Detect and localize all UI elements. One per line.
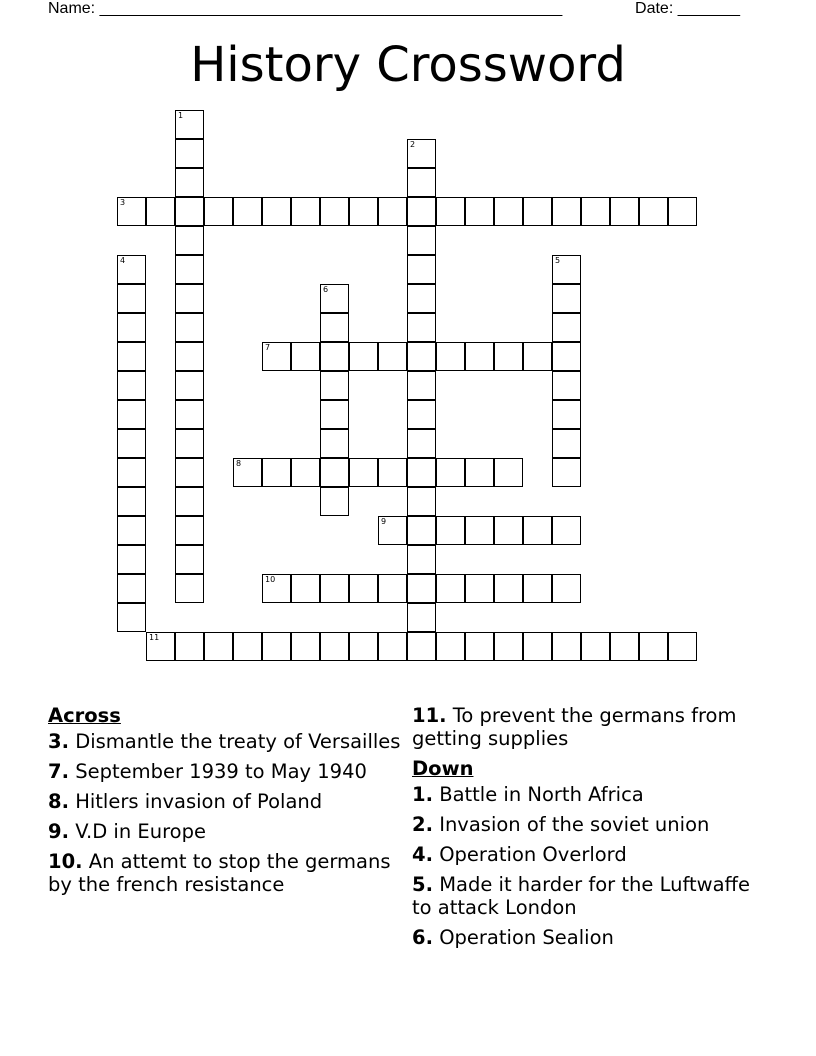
grid-cell[interactable] <box>175 313 204 342</box>
clue-down-1 <box>412 783 772 806</box>
grid-cell[interactable] <box>407 168 436 197</box>
grid-cell[interactable] <box>291 458 320 487</box>
grid-cell[interactable] <box>407 255 436 284</box>
cell-number: 5 <box>555 256 561 265</box>
grid-cell[interactable] <box>436 516 465 545</box>
cell-number: 3 <box>120 198 126 207</box>
grid-cell[interactable] <box>407 313 436 342</box>
grid-cell[interactable] <box>175 255 204 284</box>
grid-cell[interactable] <box>175 516 204 545</box>
grid-cell[interactable] <box>407 197 436 226</box>
clue-down-2 <box>412 813 772 836</box>
clue-text: Dismantle the treaty of Versailles <box>75 730 401 753</box>
grid-cell[interactable] <box>407 516 436 545</box>
cell-number: 4 <box>120 256 126 265</box>
grid-cell[interactable] <box>552 284 581 313</box>
clue-text: Operation Overlord <box>439 843 627 866</box>
grid-cell[interactable] <box>552 429 581 458</box>
grid-cell[interactable] <box>552 342 581 371</box>
clue-across-3 <box>48 730 410 753</box>
grid-cell[interactable] <box>291 574 320 603</box>
grid-cell[interactable] <box>407 487 436 516</box>
grid-cell[interactable] <box>552 574 581 603</box>
grid-cell[interactable] <box>523 516 552 545</box>
grid-cell[interactable] <box>465 632 494 661</box>
grid-cell[interactable] <box>349 632 378 661</box>
grid-cell[interactable] <box>117 197 146 226</box>
grid-cell[interactable] <box>320 371 349 400</box>
grid-cell[interactable] <box>117 284 146 313</box>
grid-cell[interactable] <box>320 632 349 661</box>
name-field-label[interactable]: Name: ____________________________________________________ <box>48 0 563 17</box>
cell-number: 6 <box>323 285 329 294</box>
grid-cell[interactable] <box>175 371 204 400</box>
page-title: History Crossword <box>190 37 626 93</box>
grid-cell[interactable] <box>407 226 436 255</box>
grid-cell[interactable] <box>175 574 204 603</box>
grid-cell[interactable] <box>262 458 291 487</box>
grid-cell[interactable] <box>378 516 407 545</box>
grid-cell[interactable] <box>407 603 436 632</box>
grid-cell[interactable] <box>262 574 291 603</box>
grid-cell[interactable] <box>523 197 552 226</box>
grid-cell[interactable] <box>117 574 146 603</box>
grid-cell[interactable] <box>407 545 436 574</box>
clue-text: An attemt to stop the germans by the french resistance <box>48 850 391 896</box>
grid-cell[interactable] <box>494 516 523 545</box>
date-field-label[interactable]: Date: _______ <box>635 0 740 17</box>
grid-cell[interactable] <box>407 632 436 661</box>
grid-cell[interactable] <box>262 197 291 226</box>
cell-number: 1 <box>178 111 184 120</box>
clue-text: Operation Sealion <box>439 926 614 949</box>
grid-cell[interactable] <box>465 197 494 226</box>
grid-cell[interactable] <box>436 458 465 487</box>
grid-cell[interactable] <box>668 197 697 226</box>
grid-cell[interactable] <box>117 371 146 400</box>
cell-number: 9 <box>381 517 387 526</box>
grid-cell[interactable] <box>233 197 262 226</box>
grid-cell[interactable] <box>436 574 465 603</box>
grid-cell[interactable] <box>552 255 581 284</box>
clue-across-8 <box>48 790 410 813</box>
grid-cell[interactable] <box>117 545 146 574</box>
grid-cell[interactable] <box>175 632 204 661</box>
grid-cell[interactable] <box>407 371 436 400</box>
grid-cell[interactable] <box>320 429 349 458</box>
grid-cell[interactable] <box>175 139 204 168</box>
cell-number: 10 <box>265 575 276 584</box>
grid-cell[interactable] <box>407 429 436 458</box>
grid-cell[interactable] <box>407 574 436 603</box>
clue-number: 9. <box>48 820 69 843</box>
grid-cell[interactable] <box>494 574 523 603</box>
grid-cell[interactable] <box>639 197 668 226</box>
clue-number: 10. <box>48 850 83 873</box>
grid-cell[interactable] <box>639 632 668 661</box>
grid-cell[interactable] <box>175 284 204 313</box>
grid-cell[interactable] <box>117 487 146 516</box>
grid-cell[interactable] <box>407 342 436 371</box>
clue-text: Made it harder for the Luftwaffe to attack London <box>412 873 750 919</box>
grid-cell[interactable] <box>552 371 581 400</box>
grid-cell[interactable] <box>494 632 523 661</box>
clue-number: 3. <box>48 730 69 753</box>
clue-number: 7. <box>48 760 69 783</box>
grid-cell[interactable] <box>465 458 494 487</box>
grid-cell[interactable] <box>494 197 523 226</box>
grid-cell[interactable] <box>349 197 378 226</box>
grid-cell[interactable] <box>581 632 610 661</box>
grid-cell[interactable] <box>610 197 639 226</box>
grid-cell[interactable] <box>175 197 204 226</box>
grid-cell[interactable] <box>291 632 320 661</box>
grid-cell[interactable] <box>175 342 204 371</box>
clue-number: 11. <box>412 704 447 727</box>
grid-cell[interactable] <box>291 342 320 371</box>
grid-cell[interactable] <box>175 458 204 487</box>
clues-column-left <box>48 704 410 903</box>
clue-down-5 <box>412 873 772 919</box>
grid-cell[interactable] <box>581 197 610 226</box>
grid-cell[interactable] <box>378 197 407 226</box>
grid-cell[interactable] <box>117 255 146 284</box>
down-heading: Down <box>412 757 474 780</box>
grid-cell[interactable] <box>465 574 494 603</box>
grid-cell[interactable] <box>262 342 291 371</box>
grid-cell[interactable] <box>117 400 146 429</box>
grid-cell[interactable] <box>320 284 349 313</box>
grid-cell[interactable] <box>175 226 204 255</box>
clue-down-6 <box>412 926 772 949</box>
grid-cell[interactable] <box>175 429 204 458</box>
clue-across-7 <box>48 760 410 783</box>
clue-number: 1. <box>412 783 433 806</box>
clue-number: 5. <box>412 873 433 896</box>
grid-cell[interactable] <box>552 197 581 226</box>
grid-cell[interactable] <box>320 458 349 487</box>
clue-text: Hitlers invasion of Poland <box>75 790 323 813</box>
clue-number: 8. <box>48 790 69 813</box>
grid-cell[interactable] <box>117 458 146 487</box>
grid-cell[interactable] <box>407 458 436 487</box>
clue-number: 2. <box>412 813 433 836</box>
clue-text: Invasion of the soviet union <box>439 813 710 836</box>
grid-cell[interactable] <box>262 632 291 661</box>
grid-cell[interactable] <box>494 458 523 487</box>
across-heading: Across <box>48 704 121 727</box>
grid-cell[interactable] <box>668 632 697 661</box>
grid-cell[interactable] <box>204 197 233 226</box>
grid-cell[interactable] <box>349 342 378 371</box>
grid-cell[interactable] <box>320 342 349 371</box>
clue-down-4 <box>412 843 772 866</box>
cell-number: 8 <box>236 459 242 468</box>
grid-cell[interactable] <box>436 197 465 226</box>
grid-cell[interactable] <box>349 574 378 603</box>
clue-across-11 <box>412 704 772 750</box>
grid-cell[interactable] <box>378 632 407 661</box>
grid-cell[interactable] <box>146 197 175 226</box>
grid-cell[interactable] <box>175 487 204 516</box>
grid-cell[interactable] <box>523 342 552 371</box>
grid-cell[interactable] <box>320 197 349 226</box>
grid-cell[interactable] <box>204 632 233 661</box>
grid-cell[interactable] <box>407 400 436 429</box>
clue-number: 6. <box>412 926 433 949</box>
grid-cell[interactable] <box>146 632 175 661</box>
grid-cell[interactable] <box>610 632 639 661</box>
grid-cell[interactable] <box>465 516 494 545</box>
grid-cell[interactable] <box>320 313 349 342</box>
grid-cell[interactable] <box>320 487 349 516</box>
cell-number: 11 <box>149 633 160 642</box>
grid-cell[interactable] <box>378 342 407 371</box>
grid-cell[interactable] <box>552 458 581 487</box>
grid-cell[interactable] <box>233 632 262 661</box>
grid-cell[interactable] <box>407 139 436 168</box>
clues-column-right <box>412 704 772 956</box>
clue-number: 4. <box>412 843 433 866</box>
grid-cell[interactable] <box>175 400 204 429</box>
grid-cell[interactable] <box>552 400 581 429</box>
grid-cell[interactable] <box>378 574 407 603</box>
grid-cell[interactable] <box>349 458 378 487</box>
grid-cell[interactable] <box>175 168 204 197</box>
grid-cell[interactable] <box>523 574 552 603</box>
grid-cell[interactable] <box>320 574 349 603</box>
grid-cell[interactable] <box>407 284 436 313</box>
grid-cell[interactable] <box>436 342 465 371</box>
grid-cell[interactable] <box>494 342 523 371</box>
cell-number: 7 <box>265 343 271 352</box>
clue-across-9 <box>48 820 410 843</box>
clue-text: V.D in Europe <box>75 820 206 843</box>
grid-cell[interactable] <box>378 458 407 487</box>
grid-cell[interactable] <box>552 516 581 545</box>
grid-cell[interactable] <box>117 342 146 371</box>
grid-cell[interactable] <box>117 516 146 545</box>
grid-cell[interactable] <box>175 110 204 139</box>
grid-cell[interactable] <box>523 632 552 661</box>
clue-text: September 1939 to May 1940 <box>75 760 367 783</box>
clue-text: Battle in North Africa <box>439 783 644 806</box>
grid-cell[interactable] <box>552 313 581 342</box>
grid-cell[interactable] <box>291 197 320 226</box>
grid-cell[interactable] <box>117 429 146 458</box>
grid-cell[interactable] <box>233 458 262 487</box>
grid-cell[interactable] <box>436 632 465 661</box>
clue-across-10 <box>48 850 410 896</box>
cell-number: 2 <box>410 140 416 149</box>
grid-cell[interactable] <box>117 603 146 632</box>
grid-cell[interactable] <box>552 632 581 661</box>
grid-cell[interactable] <box>117 313 146 342</box>
clue-text: To prevent the germans from getting supplies <box>412 704 737 750</box>
grid-cell[interactable] <box>175 545 204 574</box>
grid-cell[interactable] <box>465 342 494 371</box>
grid-cell[interactable] <box>320 400 349 429</box>
